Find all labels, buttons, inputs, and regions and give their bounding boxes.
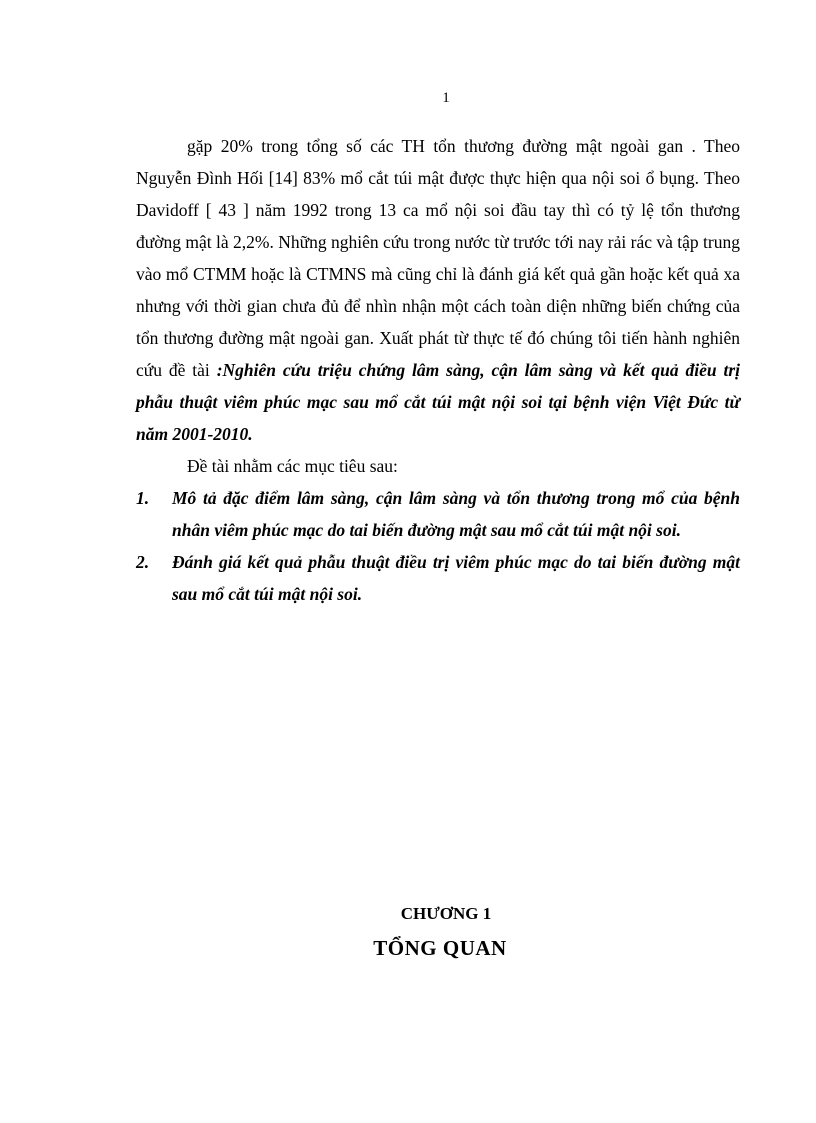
objective-number: 1. xyxy=(136,488,150,508)
chapter-title: TỔNG QUAN xyxy=(373,936,507,960)
objective-number: 2. xyxy=(136,552,150,572)
objective-text: Mô tả đặc điểm lâm sàng, cận lâm sàng và tổn thương trong mổ của bệnh nhân viêm phúc mạc do tai biến đường mật sau mổ cắt túi mật nội soi. xyxy=(172,488,740,540)
objective-item xyxy=(136,482,740,546)
document-body xyxy=(136,130,740,610)
chapter-label: CHƯƠNG 1 xyxy=(400,904,492,923)
objective-text: Đánh giá kết quả phẫu thuật điều trị viêm phúc mạc do tai biến đường mật sau mổ cắt túi mật nội soi. xyxy=(172,552,740,604)
intro-paragraph xyxy=(136,130,740,450)
page-number: 1 xyxy=(442,90,450,106)
objective-item xyxy=(136,546,740,610)
objectives-intro: Đề tài nhằm các mục tiêu sau: xyxy=(187,456,398,476)
research-title: :Nghiên cứu triệu chứng lâm sàng, cận lâm sàng và kết quả điều trị phẫu thuật viêm phúc mạc sau mổ cắt túi mật nội soi tại bệnh viện Việt Đức từ năm 2001-2010. xyxy=(136,360,740,444)
paragraph-text: gặp 20% trong tổng số các TH tổn thương đường mật ngoài gan . Theo Nguyễn Đình Hối [14] 83% mổ cắt túi mật được thực hiện qua nội soi ổ bụng. Theo Davidoff [ 43 ] năm 1992 trong 13 ca mổ nội soi đầu tay thì có tỷ lệ tổn thương đường mật là 2,2%. Những nghiên cứu trong nước từ trước tới nay rải rác và tập trung vào mổ CTMM hoặc là CTMNS mà cũng chỉ là đánh giá kết quả gần hoặc kết quả xa nhưng với thời gian chưa đủ để nhìn nhận một cách toàn diện những biến chứng của tổn thương đường mật ngoài gan. Xuất phát từ thực tế đó chúng tôi tiến hành nghiên cứu đề tài xyxy=(136,136,740,380)
